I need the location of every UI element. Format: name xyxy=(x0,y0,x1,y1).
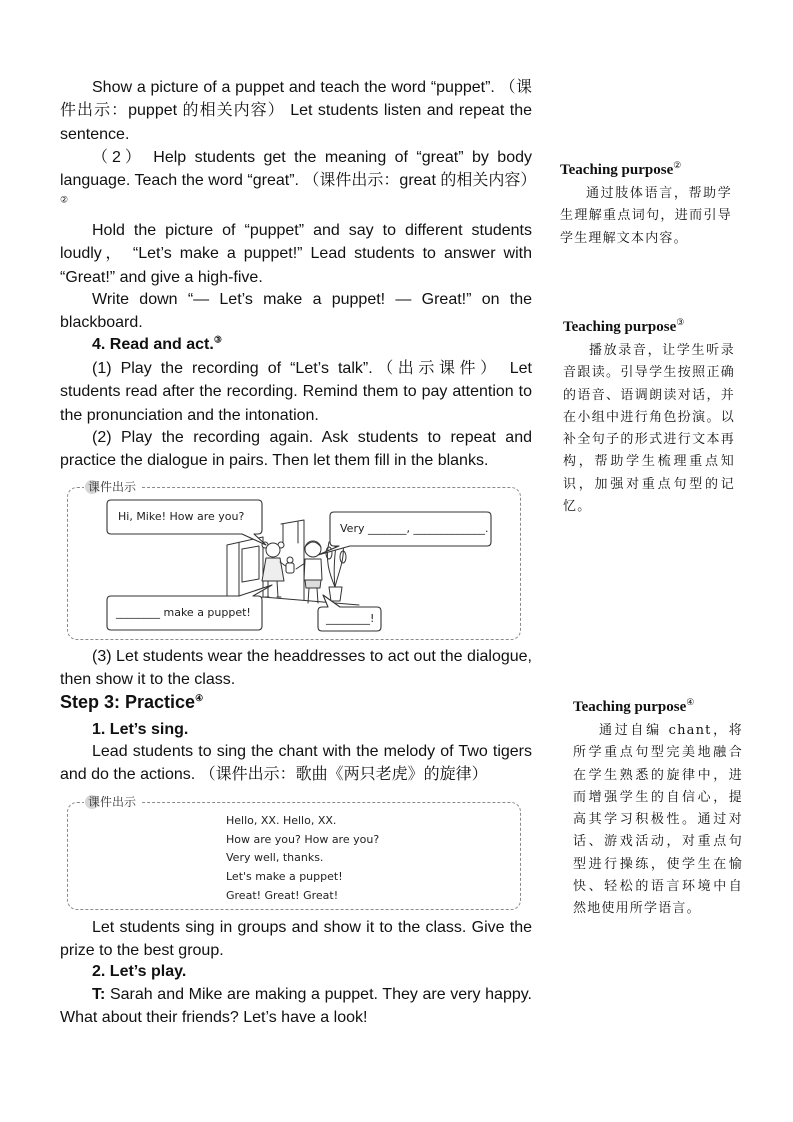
heading-read-and-act-text: 4. Read and act. xyxy=(92,336,214,353)
paragraph-write-down: Write down “— Let’s make a puppet! — Great!” on the blackboard. xyxy=(60,291,532,332)
teaching-purpose-heading xyxy=(560,160,732,180)
heading-lets-sing: 1. Let’s sing. xyxy=(92,721,189,738)
boy-figure xyxy=(296,541,322,603)
chant-line: Very well, thanks. xyxy=(226,851,324,865)
paragraph-sing-chant: Lead students to sing the chant with the melody of Two tigers and do the actions. （课件出示：歌曲《两只老虎》的旋律） xyxy=(60,743,532,784)
speaker-label: T: xyxy=(92,986,106,1003)
chant-line: Great! Great! Great! xyxy=(226,888,339,902)
teacher-line-text: Sarah and Mike are making a puppet. They are very happy. What about their friends? Let’s have a look! xyxy=(60,986,532,1027)
chant-line: Hello, XX. Hello, XX. xyxy=(226,814,337,827)
footnote-marker: ③ xyxy=(676,317,685,327)
paragraph-play-again: (2) Play the recording again. Ask students to repeat and practice the dialogue in pairs. Then let them fill in the blanks. xyxy=(60,429,532,470)
step-3-heading xyxy=(60,691,532,714)
paragraph-play-recording: (1) Play the recording of “Let’s talk”.（出示课件） Let students read after the recording. Remind them to pay attention to the pronunciation and the intonation. xyxy=(60,360,532,424)
courseware-box-dialogue xyxy=(67,480,521,640)
teaching-purpose-heading xyxy=(563,317,735,337)
teaching-purpose-note xyxy=(573,697,743,921)
heading-read-and-act xyxy=(60,333,532,356)
teaching-purpose-text: 通过肢体语言，帮助学生理解重点词句，进而引导学生理解文本内容。 xyxy=(560,186,732,246)
teaching-purpose-heading-text: Teaching purpose xyxy=(573,699,687,715)
courseware-label-text: 课件出示 xyxy=(88,480,137,494)
paragraph-great-meaning xyxy=(60,146,537,216)
paragraph-puppet-intro: Show a picture of a puppet and teach the word “puppet”. （课件出示：puppet 的相关内容） Let students listen and repeat the sentence. xyxy=(60,79,532,143)
courseware-label xyxy=(84,794,140,810)
chant-line: Let's make a puppet! xyxy=(226,870,343,884)
footnote-marker: ④ xyxy=(686,697,695,707)
footnote-marker: ③ xyxy=(213,334,222,345)
chant-lyrics xyxy=(226,812,379,906)
footnote-marker: ② xyxy=(673,160,682,170)
courseware-box-chant xyxy=(67,795,521,910)
step-3-heading-text: Step 3: Practice xyxy=(60,692,196,712)
courseware-label xyxy=(84,479,140,495)
footnote-marker: ② xyxy=(60,194,69,205)
teaching-purpose-heading-text: Teaching purpose xyxy=(563,319,677,335)
speech-bubble-greeting-text: Hi, Mike! How are you? xyxy=(118,510,245,523)
teaching-purpose-heading xyxy=(573,697,743,717)
chant-line: How are you? How are you? xyxy=(226,832,380,846)
speech-bubble-make-puppet-text: ________ make a puppet! xyxy=(116,606,251,619)
speech-bubble-great-text: ________! xyxy=(326,612,375,625)
teaching-purpose-text: 通过自编 chant，将所学重点句型完美地融合在学生熟悉的旋律中，进而增强学生的自信心，提高其学习积极性。通过对话、游戏活动，对重点句型进行操练，使学生在愉快、轻松的语言环境中自然地使用所学语言。 xyxy=(573,723,743,917)
paragraph-teacher-line xyxy=(60,983,532,1030)
paragraph-great-meaning-text: （2） Help students get the meaning of “great” by body language. Teach the word “great”. （课件出示：great 的相关内容） xyxy=(60,149,537,190)
speech-bubble-reply-text: Very _______, _____________. xyxy=(340,522,489,535)
heading-lets-play: 2. Let’s play. xyxy=(92,963,187,980)
teaching-purpose-text: 播放录音，让学生听录音跟读。引导学生按照正确的语音、语调朗读对话，并在小组中进行角色扮演。以补全句子的形式进行文本再构，帮助学生梳理重点知识，加强对重点句型的记忆。 xyxy=(563,343,735,515)
paragraph-sing-groups: Let students sing in groups and show it to the class. Give the prize to the best group. xyxy=(60,919,532,960)
footnote-marker: ④ xyxy=(195,693,204,703)
teaching-purpose-heading-text: Teaching purpose xyxy=(560,162,674,178)
puppet xyxy=(286,557,294,573)
paragraph-hold-picture: Hold the picture of “puppet” and say to different students loudly， “Let’s make a puppet!” Lead students to answer with “Great!” and give a high-five. xyxy=(60,222,532,286)
teaching-purpose-note xyxy=(563,317,735,518)
paragraph-headdresses: (3) Let students wear the headdresses to act out the dialogue, then show it to the class. xyxy=(60,648,532,689)
courseware-label-text: 课件出示 xyxy=(88,795,137,809)
teaching-purpose-note xyxy=(560,160,732,250)
